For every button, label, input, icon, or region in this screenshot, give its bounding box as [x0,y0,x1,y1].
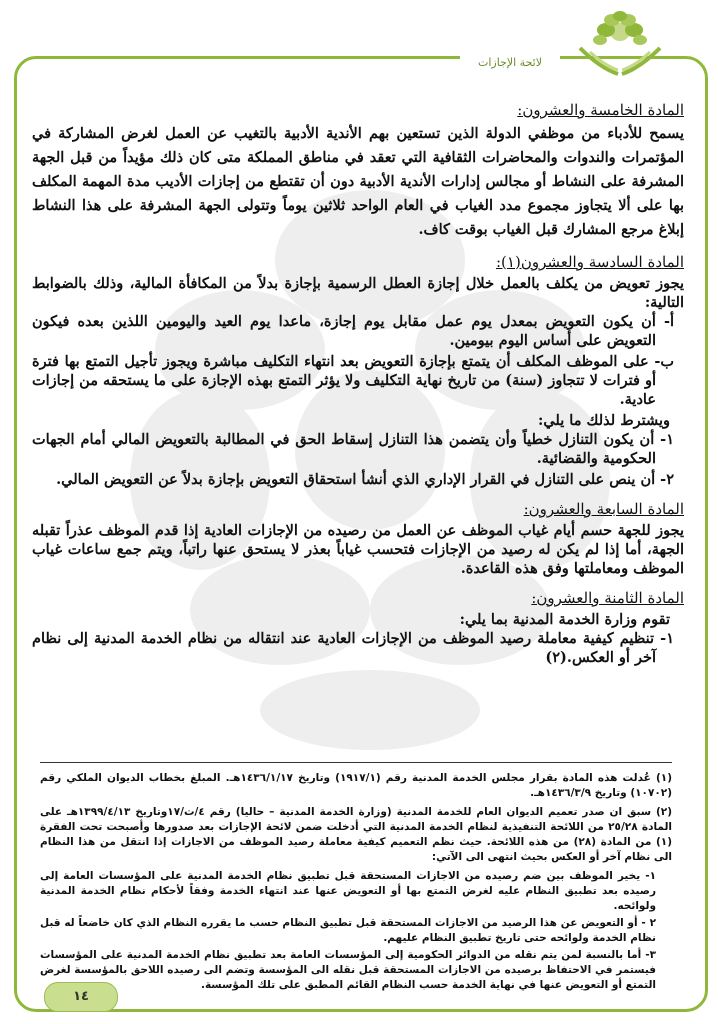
list-item: ب- على الموظف المكلف أن يتمتع بإجازة التعويض بعد انتهاء التكليف مباشرة ويجوز تأجيل التمتع بها فترة أو فترات لا تتجاوز (سنة) من تاريخ نهاية التكليف ولا يؤثر التمتع بهذه الإجازة على ما يستحقه من إجازات عادية. [32,353,674,408]
article-28 [32,588,684,667]
footnote-subitem: ٢ - أو التعويض عن هذا الرصيد من الاجازات المستحقة قبل تطبيق النظام حسب ما يقرره النظام الذي كان خاضعاً له قبل نظام الخدمة ولوائحه حتى تاريخ تطبيق النظام عليهم. [40,917,656,944]
footnote-subitem: ١- يخير الموظف بين ضم رصيده من الاجازات المستحقة قبل تطبيق نظام الخدمة المدنية على المؤسسات العامة إلى رصيده بعد تطبيق النظام عليه لغرض التمتع بها أو التعويض عنها عند انتهاء الخدمة وفقاً لأحكام نظام الخدمة المدنية ولوائحه. [40,870,656,912]
footnote-1: (١) عُدلت هذه المادة بقرار مجلس الخدمة المدنية رقم (١٩١٧/١) وتاريخ ١٤٣٦/١/١٧هـ. المبلغ بخطاب الديوان الملكي رقم (١٠٧٠٢) وتاريخ ١٤٣٦/٣/٩هـ. [40,772,672,799]
article-paragraph: يسمح للأدباء من موظفي الدولة الذين تستعين بهم الأندية الأدبية بالتغيب عن العمل لغرض المشاركة في المؤتمرات والندوات والمحاضرات الثقافية التي تعقد في مناطق المملكة متى كان ذلك مؤيداً من قبل الجهة المشرفة على النشاط أو مجالس إدارات الأندية الأدبية دون أن تقتطع من إجازات الأديب مدة المهمة المكلف بها على ألا يتجاوز مجموع مدد الغياب في العام الواحد ثلاثين يوماً وتتولى الجهة المشرفة على هذا النشاط إبلاغ مرجع المشارك قبل الغياب بوقت كاف. [32,125,684,238]
article-paragraph: يجوز تعويض من يكلف بالعمل خلال إجازة العطل الرسمية بإجازة بدلاً من المكافأة المالية، وذلك بالضوابط التالية: [32,275,684,311]
article-27 [32,499,684,578]
condition-intro: ويشترط لذلك ما يلي: [537,412,670,429]
article-26 [32,252,684,489]
list-item: ١- أن يكون التنازل خطياً وأن يتضمن هذا التنازل إسقاط الحق في المطالبة بالتعويض المالي أمام الجهات الحكومية والقضائية. [32,431,674,467]
footnote-2: (٢) سبق ان صدر تعميم الديوان العام للخدمة المدنية (وزارة الخدمة المدنية – حاليا) رقم ٤/ت/١٧وتاريخ ١٣٩٩/٤/١٣هـ على المادة ٢٥/٢٨ من اللائحة التنفيذية لنظام الخدمة المدنية التي أدخلت ضمن لائحة الإجازات بعد صدورها وأصبحت تحت الفقرة (١) من المادة (٢٨) من هذه اللائحة. حيث نظم التعميم كيفية معاملة رصيد الموظف من الاجازات إذا انتقل من هذا النظام الى نظام آخر أو العكس بحيث انتهى الى الآتي: [40,806,673,863]
footnote-subitem: ٣- أما بالنسبة لمن يتم نقله من الدوائر الحكومية إلى المؤسسات العامة بعد تطبيق نظام الخدمة المدنية على المؤسسات فيستمر في الاحتفاظ برصيده من الاجازات المستحقة قبل نقله الى المؤسسة وتضم الى رصيده اللاحق بالمؤسسة لغرض التمتع أو التعويض عنها في نهاية الخدمة حسب النظام القائم المطبق على تلك المؤسسة. [40,949,656,991]
logo-emblem [560,8,680,80]
article-paragraph: يجوز للجهة حسم أيام غياب الموظف عن العمل من رصيده من الإجازات العادية إذا قدم الموظف عذراً تقبله الجهة، أما إذا لم يكن له رصيد من الإجازات فتحسب غياباً بعذر لا يستحق عنها راتباً، ويتم جمع ساعات غياب الموظف ومعاملتها وفق هذه القاعدة. [32,522,684,577]
list-item: ٢- أن ينص على التنازل في القرار الإداري الذي أنشأ استحقاق التعويض بإجازة بدلاً عن التعويض المالي. [56,471,674,488]
article-title: المادة السابعة والعشرون: [523,500,684,518]
list-item: أ- أن يكون التعويض بمعدل يوم عمل مقابل يوم إجازة، ماعدا يوم العيد واليومين اللذين بعده فيكون التعويض على أساس اليوم بيومين. [32,313,674,349]
article-title: المادة الخامسة والعشرون: [517,101,684,119]
document-body [32,100,684,677]
article-25 [32,100,684,242]
article-title: المادة السادسة والعشرون(١): [496,253,684,271]
article-paragraph: تقوم وزارة الخدمة المدنية بما يلي: [459,611,670,628]
list-item: ١- تنظيم كيفية معاملة رصيد الموظف من الإجازات العادية عند انتقاله من نظام الخدمة المدنية إلى نظام آخر أو العكس.(٢) [32,630,674,666]
article-title: المادة الثامنة والعشرون: [531,589,684,607]
page-number: ١٤ [44,982,118,1012]
header-label: لائحة الإجازات [460,56,560,69]
footnotes [40,762,672,995]
